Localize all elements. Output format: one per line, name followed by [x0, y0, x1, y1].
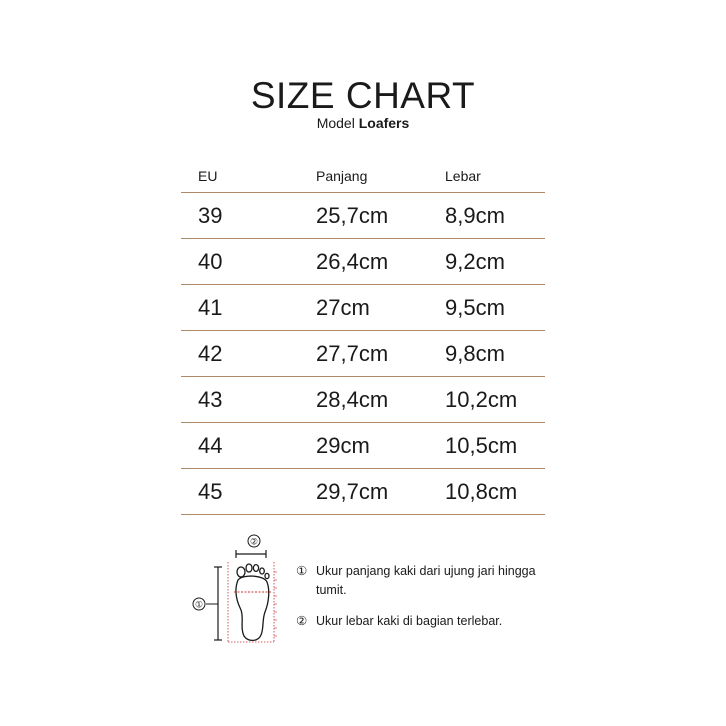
instruction-number: ① [296, 564, 308, 578]
chart-title: SIZE CHART [250, 75, 476, 116]
table-row [181, 423, 545, 469]
table-header [181, 160, 545, 193]
model-name: Loafers [358, 115, 410, 131]
instruction-text: Ukur panjang kaki dari ujung jari hingga tumit. [316, 564, 536, 597]
eu-size-cell: 42 [198, 341, 223, 366]
eu-size-cell: 39 [198, 203, 223, 228]
subtitle-prefix: Model [316, 115, 355, 131]
column-header-panjang: Panjang [316, 168, 368, 184]
foot-icon [236, 564, 269, 640]
eu-size-cell: 44 [198, 433, 223, 458]
length-cell: 25,7cm [316, 203, 389, 228]
width-cell: 9,8cm [445, 341, 505, 366]
length-marker [193, 567, 222, 640]
table-row [181, 285, 545, 331]
eu-size-cell: 40 [198, 249, 223, 274]
column-header-lebar: Lebar [445, 168, 481, 184]
chart-subtitle [0, 114, 726, 132]
foot-measurement-diagram [188, 532, 284, 650]
width-marker [236, 535, 266, 558]
eu-size-cell: 45 [198, 479, 223, 504]
ruler-ticks [274, 572, 277, 636]
instruction-item [296, 562, 556, 600]
table-row [181, 469, 545, 515]
length-cell: 26,4cm [316, 249, 389, 274]
width-marker-label: ② [249, 537, 259, 548]
length-cell: 29cm [316, 433, 370, 458]
length-cell: 27,7cm [316, 341, 389, 366]
instruction-text: Ukur lebar kaki di bagian terlebar. [316, 614, 503, 628]
table-row [181, 239, 545, 285]
length-cell: 29,7cm [316, 479, 389, 504]
width-cell: 10,2cm [445, 387, 518, 412]
width-cell: 10,5cm [445, 433, 518, 458]
size-table [181, 160, 545, 515]
table-row [181, 377, 545, 423]
width-cell: 9,2cm [445, 249, 505, 274]
column-header-eu: EU [198, 168, 218, 184]
width-cell: 8,9cm [445, 203, 505, 228]
table-row [181, 331, 545, 377]
length-cell: 28,4cm [316, 387, 389, 412]
width-cell: 9,5cm [445, 295, 505, 320]
length-cell: 27cm [316, 295, 370, 320]
width-cell: 10,8cm [445, 479, 518, 504]
instruction-number: ② [296, 614, 308, 628]
table-row [181, 193, 545, 239]
measurement-instructions [296, 562, 556, 631]
length-marker-label: ① [194, 600, 204, 611]
eu-size-cell: 41 [198, 295, 223, 320]
instruction-item [296, 612, 556, 631]
eu-size-cell: 43 [198, 387, 223, 412]
